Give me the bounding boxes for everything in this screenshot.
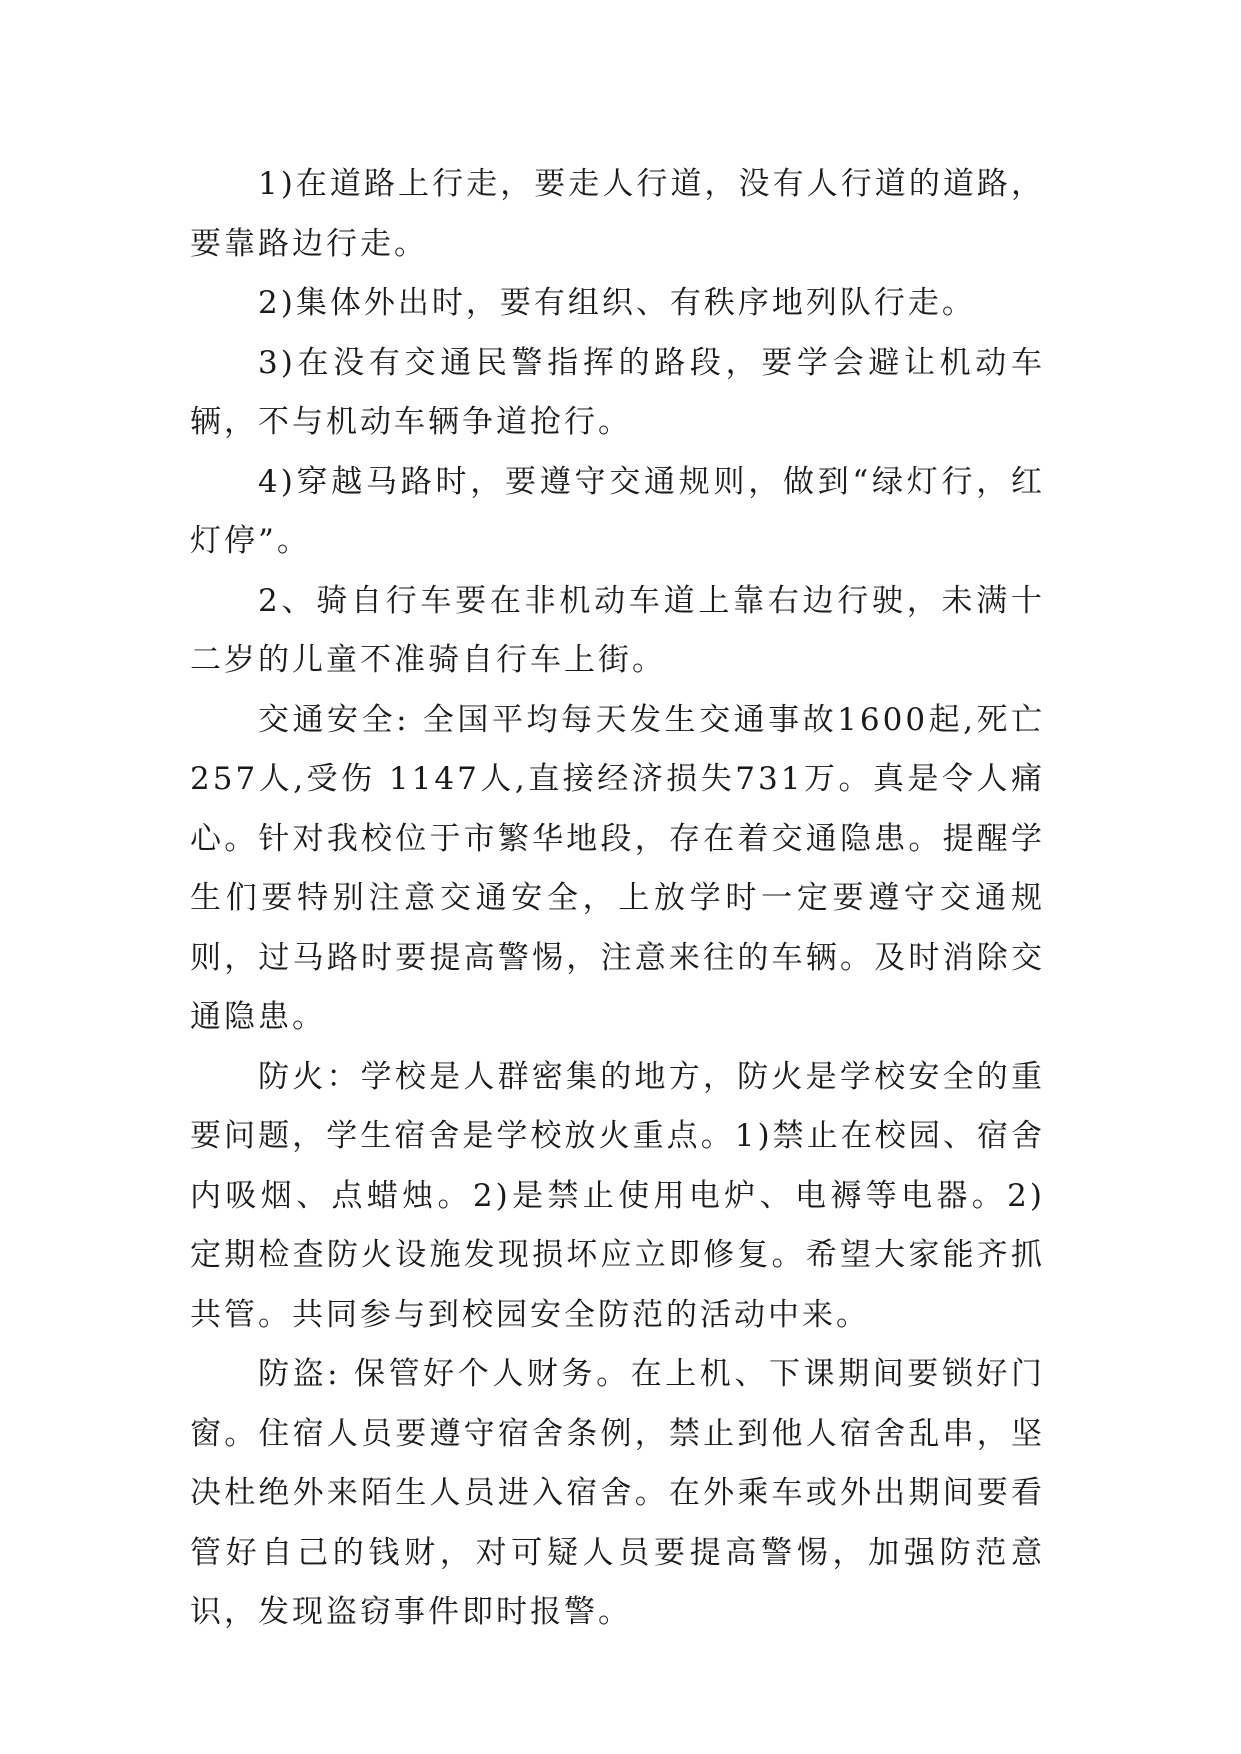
paragraph-crossing-road: 4)穿越马路时，要遵守交通规则，做到“绿灯行，红灯停”。 — [190, 463, 1045, 559]
paragraph-group-outing: 2)集体外出时，要有组织、有秩序地列队行走。 — [258, 285, 976, 321]
paragraph-theft-prevention: 防盗: 保管好个人财务。在上机、下课期间要锁好门窗。住宿人员要遵守宿舍条例，禁止到他人宿舍乱串，坚决杜绝外来陌生人员进入宿舍。在外乘车或外出期间要看管好自己的钱财，对可疑人员要提高警惕，加强防范意识，发现盗窃事件即时报警。 — [190, 1356, 1045, 1630]
paragraph-traffic-safety: 交通安全: 全国平均每天发生交通事故1600起,死亡257人,受伤 1147人,直接经济损失731万。真是令人痛心。针对我校位于市繁华地段，存在着交通隐患。提醒学生们要特别注意交通安全，上放学时一定要遵守交通规则，过马路时要提高警惕，注意来往的车辆。及时消除交通隐患。 — [190, 701, 1045, 1035]
paragraph-yield-vehicles: 3)在没有交通民警指挥的路段，要学会避让机动车辆，不与机动车辆争道抢行。 — [190, 344, 1045, 440]
document-body — [190, 155, 1045, 1643]
paragraph-walking-sidewalk: 1)在道路上行走，要走人行道，没有人行道的道路，要靠路边行走。 — [190, 166, 1045, 262]
paragraph-fire-prevention: 防火：学校是人群密集的地方，防火是学校安全的重要问题，学生宿舍是学校放火重点。1)禁止在校园、宿舍内吸烟、点蜡烛。2)是禁止使用电炉、电褥等电器。2)定期检查防火设施发现损坏应立即修复。希望大家能齐抓共管。共同参与到校园安全防范的活动中来。 — [190, 1058, 1045, 1333]
paragraph-bicycle: 2、骑自行车要在非机动车道上靠右边行驶，未满十二岁的儿童不准骑自行车上街。 — [190, 582, 1045, 678]
